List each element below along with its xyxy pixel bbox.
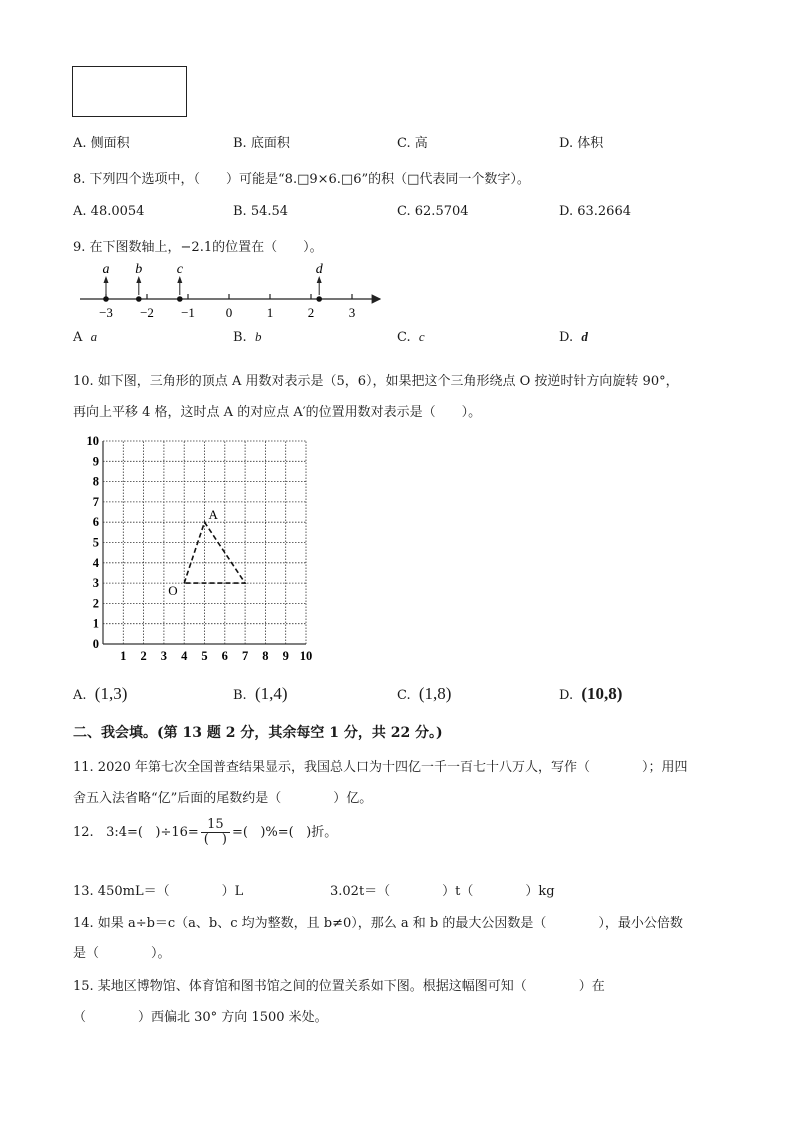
q10-option-a[interactable]: A. (1,3) [73, 684, 128, 703]
number-line-tick-label: −2 [140, 305, 154, 320]
q12-fraction: $\frac{15}{( )}$ [201, 818, 230, 848]
number-line-point-label: b [135, 262, 143, 277]
section-2-title: 二、我会填。(第 13 题 2 分，其余每空 1 分，共 22 分。) [73, 725, 443, 741]
q11-line1: 11. 2020 年第七次全国普查结果显示，我国总人口为十四亿一千一百七十八万人，写作（ ）；用四 [73, 760, 688, 775]
grid-y-tick-label: 2 [92, 596, 99, 611]
number-line-tick-label: −3 [99, 305, 113, 320]
grid-y-tick-label: 3 [92, 576, 99, 591]
number-line-arrowhead [317, 276, 322, 283]
q11-line2: 舍五入法省略“亿”后面的尾数约是（ ）亿。 [73, 791, 373, 806]
number-line-point-c [177, 296, 183, 302]
q15-line2: （ ）西偏北 30° 方向 1500 米处。 [73, 1010, 328, 1025]
grid-y-tick-label: 4 [92, 555, 99, 570]
q10-stem-line2: 再向上平移 4 格，这时点 A 的对应点 A′的位置用数对表示是（ ）。 [73, 405, 482, 420]
number-line-tick-label: 2 [307, 305, 315, 320]
q8-option-a[interactable]: A. 48.0054 [73, 204, 145, 219]
q13-part1: 13. 450mL＝（ ）L [73, 884, 244, 899]
number-line-point-label: a [102, 262, 110, 277]
q9-option-d[interactable]: D. d [559, 329, 588, 345]
answer-frame-box [72, 66, 187, 117]
grid-y-tick-label: 7 [92, 494, 99, 509]
q7-option-a[interactable]: A. 侧面积 [73, 136, 130, 151]
number-line-tick-label: 3 [348, 305, 356, 320]
triangle-oab [184, 522, 245, 583]
number-line-arrowhead [136, 276, 141, 283]
grid-x-tick-label: 3 [160, 649, 168, 663]
grid-x-tick-label: 6 [221, 649, 228, 663]
grid-y-tick-label: 1 [92, 616, 99, 631]
grid-x-tick-label: 2 [140, 649, 147, 663]
grid-y-tick-label: 0 [92, 637, 99, 651]
grid-y-tick-label: 5 [92, 535, 99, 550]
grid-x-tick-label: 8 [262, 649, 269, 663]
q13-part2: 3.02t＝（ ）t（ ）kg [330, 884, 555, 899]
grid-x-tick-label: 9 [282, 649, 289, 663]
q10-option-d[interactable]: D. (10,8) [559, 684, 623, 703]
q7-option-c[interactable]: C. 高 [397, 136, 428, 151]
number-line-point-label: c [176, 262, 183, 277]
q10-stem-line1: 10. 如下图，三角形的顶点 A 用数对表示是（5，6），如果把这个三角形绕点 O 按逆时针方向旋转 90°， [73, 374, 679, 389]
grid-y-tick-label: 9 [92, 454, 99, 469]
number-line-point-label: d [315, 262, 323, 277]
number-line-tick-label: 0 [225, 305, 233, 320]
number-line-arrowhead [177, 276, 182, 283]
grid-y-tick-label: 6 [92, 515, 99, 530]
q7-option-b[interactable]: B. 底面积 [233, 136, 290, 151]
grid-x-tick-label: 4 [181, 649, 188, 663]
grid-y-tick-label: 8 [92, 474, 99, 489]
q8-stem: 8. 下列四个选项中，（ ）可能是“8.□9×6.□6”的积（□代表同一个数字）。 [73, 172, 530, 187]
q9-stem: 9. 在下图数轴上，−2.1的位置在（ ）。 [73, 240, 323, 255]
q7-option-d[interactable]: D. 体积 [559, 136, 604, 151]
number-line-tick-label: −1 [181, 305, 195, 320]
q14-line1: 14. 如果 a÷b＝c（a、b、c 均为整数，且 b≠0），那么 a 和 b 的最大公因数是（ ），最小公倍数 [73, 916, 683, 931]
number-line-point-b [136, 296, 142, 302]
triangle-vertex-o-label: O [168, 583, 178, 599]
grid-y-tick-label: 10 [86, 434, 99, 448]
q14-line2: 是（ ）。 [73, 946, 171, 961]
q15-line1: 15. 某地区博物馆、体育馆和图书馆之间的位置关系如下图。根据这幅图可知（ ）在 [73, 979, 605, 994]
grid-x-tick-label: 10 [299, 649, 313, 663]
q9-number-line [70, 260, 390, 322]
number-line-tick-label: 1 [266, 305, 274, 320]
q9-option-a[interactable]: A a [73, 329, 98, 345]
number-line-point-d [316, 296, 322, 302]
q10-coordinate-grid [85, 432, 325, 664]
q8-option-b[interactable]: B. 54.54 [233, 204, 289, 219]
grid-x-tick-label: 1 [120, 649, 127, 663]
triangle-vertex-a-label: A [208, 507, 218, 523]
q9-option-b[interactable]: B. b [233, 329, 262, 345]
q12-expression: 12. 3:4=( )÷16= $\frac{15}{( )}$ =( )%=( )折。 [73, 817, 338, 848]
q10-option-c[interactable]: C. (1,8) [397, 684, 452, 703]
q8-option-c[interactable]: C. 62.5704 [397, 204, 469, 219]
q10-option-b[interactable]: B. (1,4) [233, 684, 288, 703]
grid-x-tick-label: 5 [201, 649, 208, 663]
q9-option-c[interactable]: C. c [397, 329, 425, 345]
q8-option-d[interactable]: D. 63.2664 [559, 204, 631, 219]
grid-x-tick-label: 7 [241, 649, 249, 663]
number-line-point-a [103, 296, 109, 302]
number-line-arrowhead [104, 276, 109, 283]
